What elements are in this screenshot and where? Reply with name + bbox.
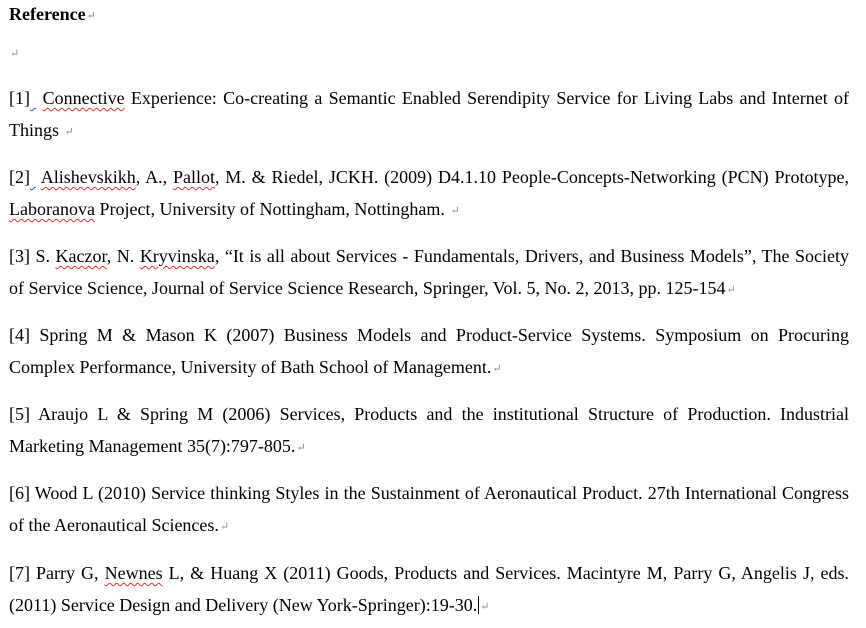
reference-item-5[interactable]: [5] Araujo L & Spring M (2006) Services, Products and the institutional Structure of Production. Industrial Marketing Management 35(7):797-805.↵ — [9, 398, 849, 464]
paragraph-mark-icon: ↵ — [64, 125, 74, 138]
reference-item-3[interactable]: [3] S. Kaczor, N. Kryvinska, “It is all about Services - Fundamentals, Drivers, and Business Models”, The Society of Service Science, Journal of Service Science Research, Springer, Vol. 5, No. 2, 2013, pp. 125-154↵ — [9, 240, 849, 306]
empty-paragraph — [9, 44, 19, 62]
reference-item-6[interactable]: [6] Wood L (2010) Service thinking Styles in the Sustainment of Aeronautical Product. 27th International Congress of the Aeronautical Sciences.↵ — [9, 477, 849, 543]
reference-item-1[interactable]: [1] Connective Experience: Co-creating a Semantic Enabled Serendipity Service for Living Labs and Internet of Things ↵ — [9, 82, 849, 148]
paragraph-mark-icon: ↵ — [86, 9, 96, 22]
reference-item-4[interactable]: [4] Spring M & Mason K (2007) Business Models and Product-Service Systems. Symposium on Procuring Complex Performance, University of Bath School of Management.↵ — [9, 319, 849, 385]
paragraph-mark-icon: ↵ — [492, 362, 502, 375]
reference-item-7[interactable]: [7] Parry G, Newnes L, & Huang X (2011) Goods, Products and Services. Macintyre M, Parry G, Angelis J, eds. (2011) Service Design and Delivery (New York-Springer):19-30. ↵ — [9, 557, 849, 623]
paragraph-mark-icon: ↵ — [480, 600, 490, 613]
reference-item-2[interactable]: [2] Alishevskikh, A., Pallot, M. & Riedel, JCKH. (2009) D4.1.10 People-Concepts-Networking (PCN) Prototype, Laboranova Project, University of Nottingham, Nottingham. ↵ — [9, 161, 849, 227]
paragraph-mark-icon: ↵ — [726, 283, 736, 296]
reference-heading: Reference↵ — [9, 3, 96, 27]
paragraph-mark-icon: ↵ — [10, 47, 20, 60]
paragraph-mark-icon: ↵ — [296, 441, 306, 454]
text-cursor — [478, 596, 479, 614]
paragraph-mark-icon: ↵ — [219, 520, 230, 533]
paragraph-mark-icon: ↵ — [450, 204, 460, 217]
